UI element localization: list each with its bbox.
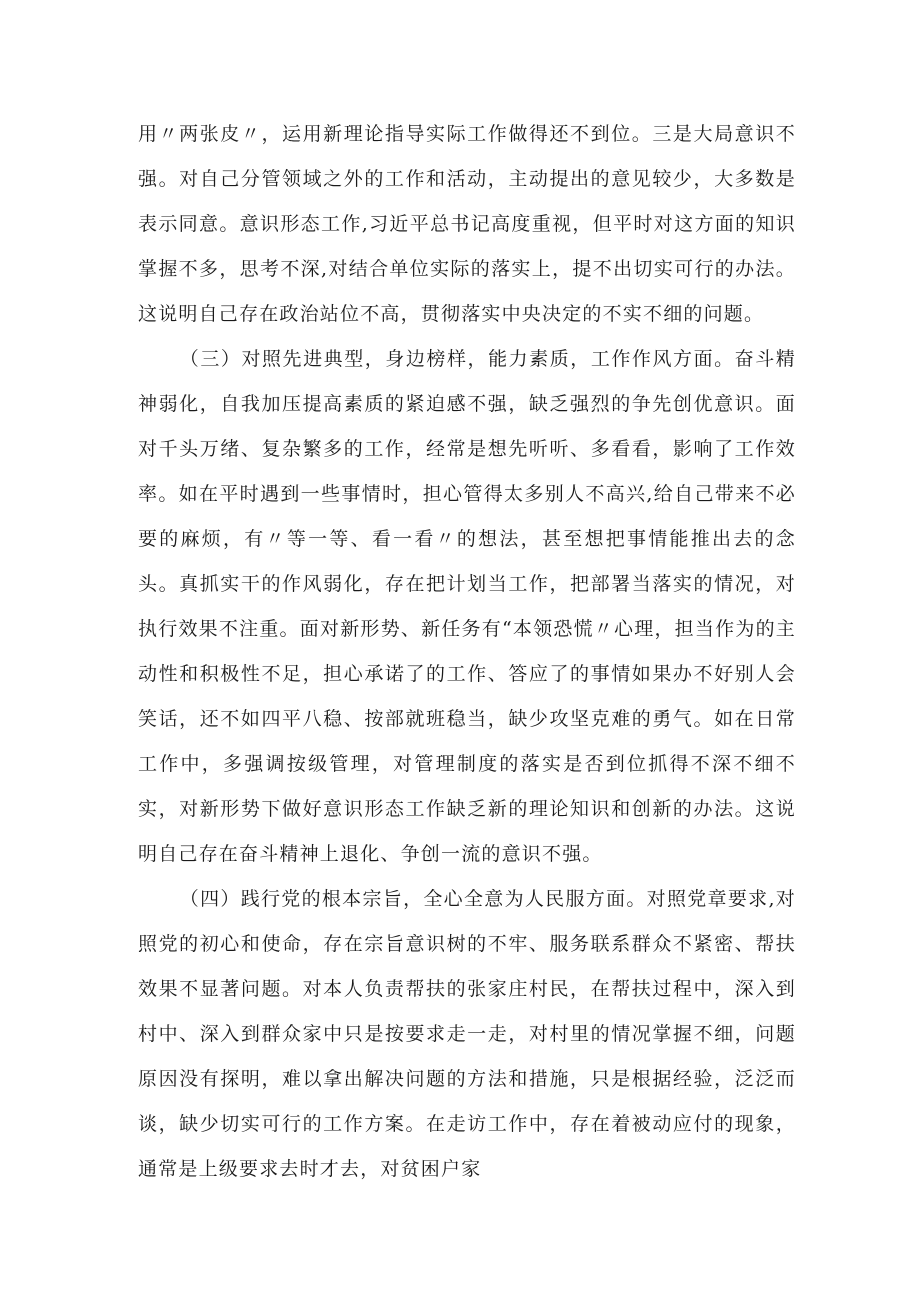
paragraph-section-three: （三）对照先进典型，身边榜样，能力素质，工作作风方面。奋斗精神弱化，自我加压提高素质的紧迫感不强，缺乏强烈的争先创优意识。面对千头万绪、复杂繁多的工作，经常是想先听听、多看看，影响了工作效率。如在平时遇到一些事情时，担心管得太多别人不高兴,给自己带来不必要的麻烦，有〃等一等、看一看〃的想法，甚至想把事情能推出去的念头。真抓实干的作风弱化，存在把计划当工作，把部署当落实的情况，对执行效果不注重。面对新形势、新任务有“本领恐慌〃心理，担当作为的主动性和积极性不足，担心承诺了的工作、答应了的事情如果办不好别人会笑话，还不如四平八稳、按部就班稳当，缺少攻坚克难的勇气。如在日常工作中，多强调按级管理，对管理制度的落实是否到位抓得不深不细不实，对新形势下做好意识形态工作缺乏新的理论知识和创新的办法。这说明自己存在奋斗精神上退化、争创一流的意识不强。: [138, 348, 796, 865]
paragraph-continuation: 用〃两张皮〃，运用新理论指导实际工作做得还不到位。三是大局意识不强。对自己分管领域之外的工作和活动，主动提出的意见较少，大多数是表示同意。意识形态工作,习近平总书记高度重视，但平时对这方面的知识掌握不多，思考不深,对结合单位实际的落实上，提不出切实可行的办法。这说明自己存在政治站位不高，贯彻落实中央决定的不实不细的问题。: [138, 123, 796, 325]
document-body: [138, 112, 796, 1192]
paragraph-section-four: （四）践行党的根本宗旨，全心全意为人民服方面。对照党章要求,对照党的初心和使命，存在宗旨意识树的不牢、服务联系群众不紧密、帮扶效果不显著问题。对本人负责帮扶的张家庄村民，在帮扶过程中，深入到村中、深入到群众家中只是按要求走一走，对村里的情况掌握不细，问题原因没有探明，难以拿出解决问题的方法和措施，只是根据经验，泛泛而谈，缺少切实可行的工作方案。在走访工作中，存在着被动应付的现象，通常是上级要求去时才去，对贫困户家: [138, 888, 796, 1180]
